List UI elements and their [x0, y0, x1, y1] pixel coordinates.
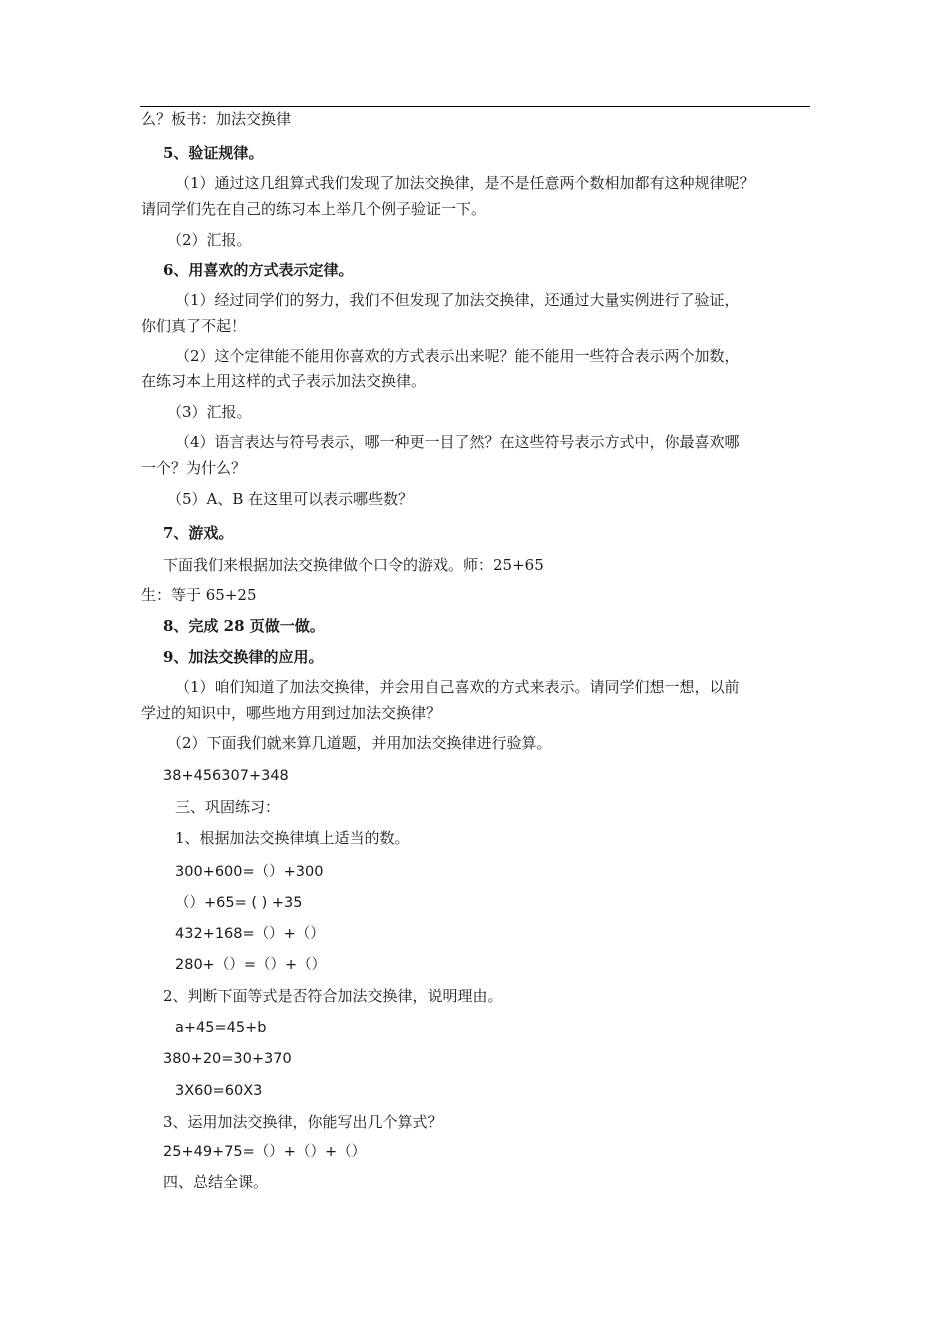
text-line: 你们真了不起！	[141, 317, 247, 335]
header-rule	[140, 106, 810, 107]
text-line: （4）语言表达与符号表示，哪一种更一目了然？在这些符号表示方式中，你最喜欢哪	[175, 433, 740, 451]
text-line: 请同学们先在自己的练习本上举几个例子验证一下。	[141, 200, 487, 218]
text-line: （1）经过同学们的努力，我们不但发现了加法交换律，还通过大量实例进行了验证，	[175, 291, 740, 309]
section-heading: 三、巩固练习：	[175, 798, 281, 816]
text-line: 生：等于 65+25	[141, 586, 257, 604]
section-heading: 四、总结全课。	[163, 1173, 269, 1191]
section-heading: 9、加法交换律的应用。	[163, 648, 324, 666]
text-line: 1、根据加法交换律填上适当的数。	[175, 829, 410, 847]
text-line: 一个？为什么？	[141, 459, 247, 477]
equation-line: a+45=45+b	[175, 1020, 267, 1036]
equation-line: （）+65= ( ) +35	[175, 895, 303, 911]
text-line: （2）这个定律能不能用你喜欢的方式表示出来呢？能不能用一些符合表示两个加数，	[175, 347, 740, 365]
equation-line: 380+20=30+370	[163, 1051, 292, 1067]
text-line: （1）咱们知道了加法交换律，并会用自己喜欢的方式来表示。请同学们想一想，以前	[175, 678, 740, 696]
text-line: （2）下面我们就来算几道题，并用加法交换律进行验算。	[167, 734, 552, 752]
section-heading: 7、游戏。	[163, 524, 234, 542]
text-line: （1）通过这几组算式我们发现了加法交换律，是不是任意两个数相加都有这种规律呢？	[175, 174, 755, 192]
text-line: （2）汇报。	[167, 231, 252, 249]
section-heading: 8、完成 28 页做一做。	[163, 617, 325, 635]
text-line: 么？板书：加法交换律	[141, 110, 292, 128]
equation-line: 3Ⅹ60=60Ⅹ3	[175, 1083, 263, 1099]
equation-line: 432+168=（）+（）	[175, 926, 325, 942]
section-heading: 6、用喜欢的方式表示定律。	[163, 261, 354, 279]
text-line: 下面我们来根据加法交换律做个口令的游戏。师：25+65	[163, 556, 544, 574]
section-heading: 5、验证规律。	[163, 144, 264, 162]
text-line: （3）汇报。	[167, 403, 252, 421]
text-line: （5）A、B 在这里可以表示哪些数？	[167, 490, 414, 508]
equation-line: 300+600=（）+300	[175, 864, 324, 880]
equation-line: 38+456307+348	[163, 768, 289, 784]
text-line: 在练习本上用这样的式子表示加法交换律。	[141, 372, 427, 390]
text-line: 2、判断下面等式是否符合加法交换律，说明理由。	[163, 987, 503, 1005]
equation-line: 25+49+75=（）+（）+（）	[163, 1144, 367, 1160]
equation-line: 280+（）=（）+（）	[175, 957, 327, 973]
text-line: 学过的知识中，哪些地方用到过加法交换律？	[141, 704, 442, 722]
text-line: 3、运用加法交换律，你能写出几个算式？	[163, 1113, 443, 1131]
